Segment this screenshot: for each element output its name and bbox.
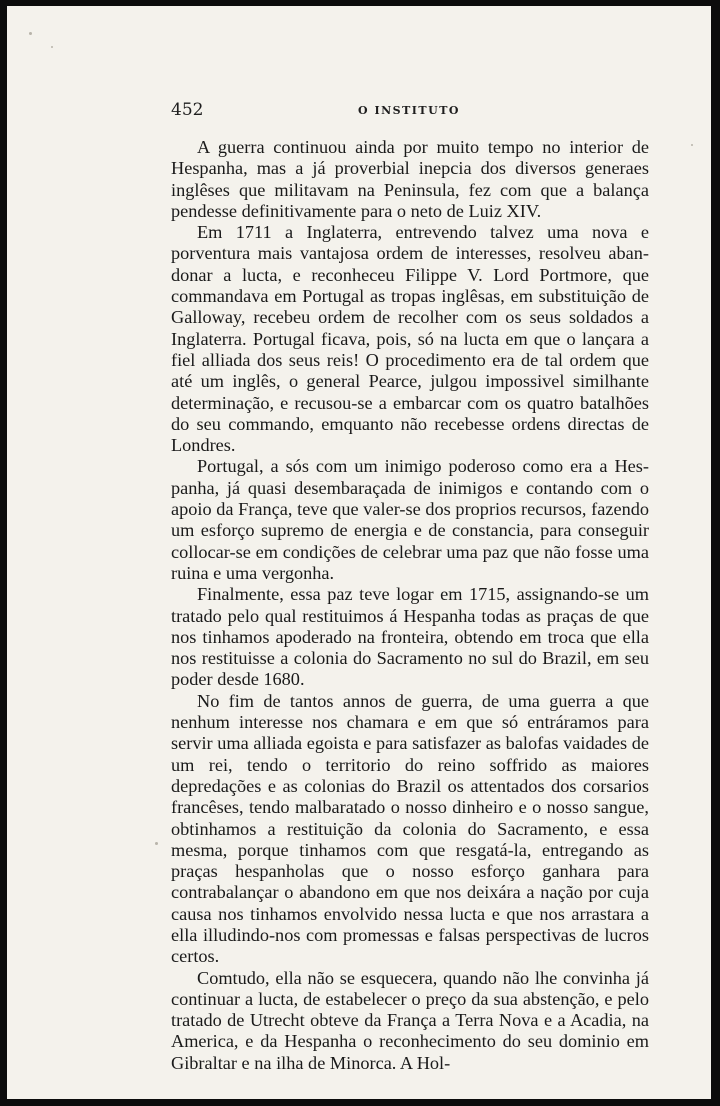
paper-speck	[155, 842, 158, 845]
running-head	[171, 98, 647, 122]
paper-speck	[51, 46, 53, 48]
paragraph-6: Comtudo, ella não se esquecera, quando não lhe convinha já continuar a lucta, de estabelecer o preço da sua abstenção, e pelo tratado de Utrecht obteve da França a Terra Nova e a Acadia, na America, e da Hespanha o reconhecimento do seu dominio em Gibraltar e na ilha de Minorca. A Hol-	[171, 967, 649, 1073]
paragraph-3: Portugal, a sós com um inimigo poderoso como era a Hespanha, já quasi desembaraçada de inimigos e contando com o apoio da França, teve que valer-se dos proprios recursos, fazendo um esforço supremo de energia e de constancia, para conseguir collocar-se em condições de celebrar uma paz que não fosse uma ruina e uma vergonha.	[171, 456, 649, 583]
paragraph-5: No fim de tantos annos de guerra, de uma guerra a que nenhum interesse nos chamara e em que só entráramos para servir uma alliada egoista e para satisfazer as balofas vaidades de um rei, tendo o territorio do reino soffrido as maiores depredações e as colonias do Brazil os attentados dos corsarios francêses, tendo malbaratado o nosso dinheiro e o nosso sangue, obtinhamos a restituição da colonia do Sacramento, e essa mesma, porque tinhamos com que resgatá-la, entregando as praças hespanholas que o nosso esforço ganhara para contrabalançar o abandono em que nos deixára a nação por cuja causa nos tinhamos envolvido nessa lucta e que nos arrastara a ella illudindo-nos com promessas e falsas perspectivas de lucros certos.	[171, 690, 649, 967]
paper-speck	[29, 32, 32, 35]
page-number: 452	[171, 100, 204, 120]
book-page	[7, 6, 711, 1099]
body-text	[171, 137, 649, 1074]
paper-speck	[691, 144, 693, 146]
paragraph-4: Finalmente, essa paz teve logar em 1715, assignando-se um tratado pelo qual restituimos á Hespanha todas as praças de que nos tinhamos apoderado na fronteira, obtendo em troca que ella nos restituisse a colonia do Sacramento no sul do Brazil, em seu poder desde 1680.	[171, 584, 649, 690]
header-title: O INSTITUTO	[358, 104, 460, 117]
paragraph-2: Em 1711 a Inglaterra, entrevendo talvez uma nova e porventura mais vantajosa ordem de interesses, resolveu abandonar a lucta, e reconheceu Filippe V. Lord Portmore, que commandava em Portugal as tropas inglêsas, em substituição de Galloway, recebeu ordem de recolher com os seus soldados a Inglaterra. Portugal ficava, pois, só na lucta em que o lançara a fiel alliada dos seus reis! O procedimento era de tal ordem que até um inglês, o general Pearce, julgou impossivel similhante determinação, e recusou-se a embarcar com os quatro batalhões do seu commando, emquanto não recebesse ordens directas de Londres.	[171, 222, 649, 456]
paragraph-1: A guerra continuou ainda por muito tempo no interior de Hespanha, mas a já proverbial inepcia dos diversos generaes inglêses que militavam na Peninsula, fez com que a balança pendesse definitivamente para o neto de Luiz XIV.	[171, 137, 649, 221]
